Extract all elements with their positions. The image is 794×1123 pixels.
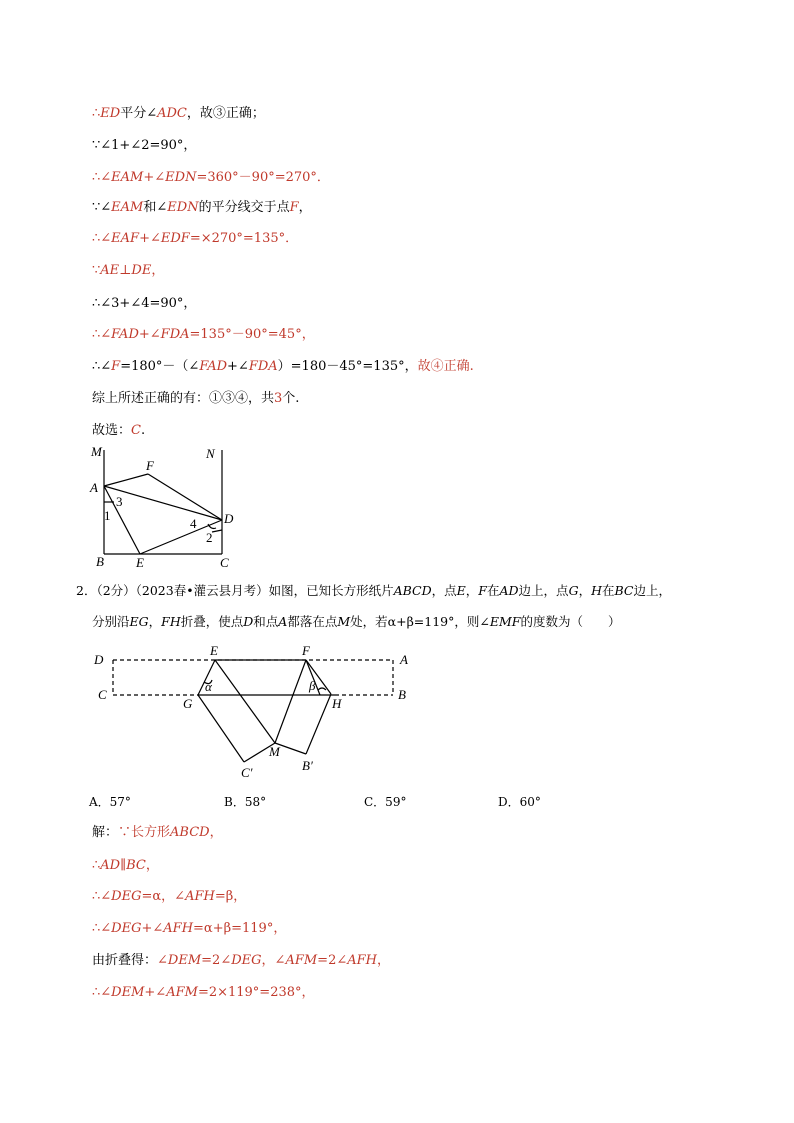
fig2-label-alpha: α xyxy=(205,679,212,694)
fig1-label-3: 3 xyxy=(116,494,123,509)
fig1-label-1: 1 xyxy=(104,508,111,523)
option-b: B．58° xyxy=(224,795,267,809)
figure-1-geometry xyxy=(84,440,244,570)
fig1-label-A: A xyxy=(90,480,98,495)
q2-solution-line-6: ∴∠DEM+∠AFM=2×119°=238°， xyxy=(92,985,315,1000)
fig2-label-beta: β xyxy=(309,678,316,693)
solution-line-6: ∵AE⊥DE， xyxy=(92,263,165,278)
fig2-label-C: C xyxy=(98,687,107,702)
figure-2-folding xyxy=(88,640,418,785)
question-2-line-1: 2．（2分）（2023春•灌云县月考）如图，已知长方形纸片ABCD，点E，F在AD边上，点G，H在BC边上， xyxy=(76,583,671,598)
solution-answer: 故选：C. xyxy=(92,423,146,438)
solution-line-7: ∴∠3+∠4=90°， xyxy=(92,296,197,311)
option-c: C．59° xyxy=(364,795,407,809)
question-2-line-2: 分别沿EG，FH折叠，使点D和点A都落在点M处，若α+β=119°，则∠EMF的度数为（ ） xyxy=(92,614,621,629)
solution-line-3: ∴∠EAM+∠EDN=360°－90°=270°． xyxy=(92,170,330,185)
fig2-label-A: A xyxy=(400,652,408,667)
solution-line-5: ∴∠EAF+∠EDF=×270°=135°． xyxy=(92,231,299,246)
fig2-label-F: F xyxy=(302,643,310,658)
q2-solution-line-4: ∴∠DEG+∠AFH=α+β=119°， xyxy=(92,921,287,936)
fig1-label-N: N xyxy=(206,446,215,461)
fig1-label-F: F xyxy=(146,458,154,473)
fig1-label-B: B xyxy=(96,554,104,569)
fig1-label-C: C xyxy=(220,555,229,570)
fig1-label-2: 2 xyxy=(206,530,213,545)
fig2-label-B: B xyxy=(398,687,406,702)
option-d: D．60° xyxy=(498,795,541,809)
fig2-label-G: G xyxy=(183,696,193,711)
fig2-label-M: M xyxy=(269,744,280,759)
solution-line-2: ∵∠1+∠2=90°， xyxy=(92,138,197,153)
q2-solution-line-2: ∴AD∥BC， xyxy=(92,858,159,873)
q2-solution-line-3: ∴∠DEG=α，∠AFH=β， xyxy=(92,889,247,904)
solution-line-1: ∴ED平分∠ADC，故③正确； xyxy=(92,106,265,121)
fig2-label-D: D xyxy=(94,652,104,667)
solution-line-8: ∴∠FAD+∠FDA=135°－90°=45°， xyxy=(92,327,315,342)
solution-summary: 综上所述正确的有：①③④，共3个. xyxy=(92,391,300,406)
fig2-label-B-prime: B′ xyxy=(302,758,313,773)
option-a: A．57° xyxy=(89,795,131,809)
fig1-label-M: M xyxy=(91,444,102,459)
fig2-label-E: E xyxy=(210,643,218,658)
fig1-label-D: D xyxy=(224,511,234,526)
q2-solution-line-5: 由折叠得：∠DEM=2∠DEG，∠AFM=2∠AFH， xyxy=(92,953,390,968)
fig1-label-E: E xyxy=(136,555,144,570)
solution-line-4: ∵∠EAM和∠EDN的平分线交于点F， xyxy=(92,200,312,215)
solution-line-9: ∴∠F=180°－（∠FAD+∠FDA）=180－45°=135°，故④正确. xyxy=(92,359,474,374)
q2-solution-line-1: 解：∵长方形ABCD， xyxy=(92,825,223,840)
fig2-label-C-prime: C′ xyxy=(241,765,253,780)
fig2-label-H: H xyxy=(332,696,342,711)
fig1-label-4: 4 xyxy=(190,516,197,531)
